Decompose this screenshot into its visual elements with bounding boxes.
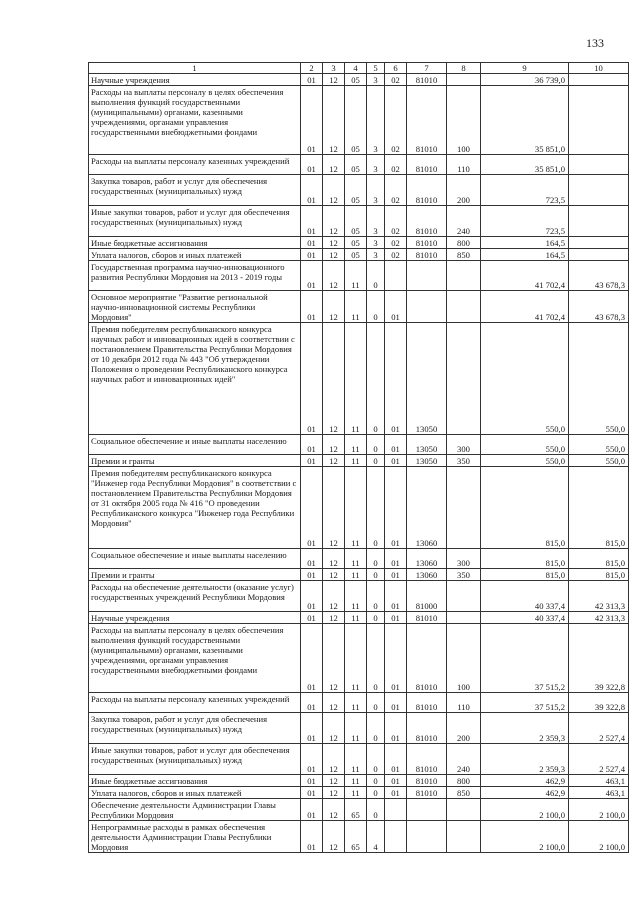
row-cell-8: 300 <box>447 549 481 569</box>
row-cell-8: 300 <box>447 435 481 455</box>
row-cell-7: 81010 <box>407 787 447 799</box>
table-row <box>89 775 629 787</box>
row-cell-4: 11 <box>345 713 367 744</box>
row-cell-10 <box>569 237 629 249</box>
budget-table <box>88 62 629 853</box>
row-cell-10: 2 527,4 <box>569 744 629 775</box>
row-cell-4: 05 <box>345 206 367 237</box>
row-cell-7: 81010 <box>407 612 447 624</box>
row-cell-8: 200 <box>447 175 481 206</box>
row-cell-10: 42 313,3 <box>569 581 629 612</box>
row-cell-5: 4 <box>367 821 385 853</box>
table-row <box>89 455 629 467</box>
row-cell-4: 65 <box>345 821 367 853</box>
row-cell-10: 43 678,3 <box>569 291 629 323</box>
row-cell-5: 3 <box>367 74 385 86</box>
row-name: Премии и гранты <box>89 569 301 581</box>
row-cell-5: 3 <box>367 155 385 175</box>
row-cell-3: 12 <box>323 775 345 787</box>
table-row <box>89 237 629 249</box>
row-cell-9: 462,9 <box>481 787 569 799</box>
row-cell-9: 723,5 <box>481 175 569 206</box>
row-cell-5: 3 <box>367 237 385 249</box>
row-cell-5: 0 <box>367 455 385 467</box>
row-cell-2: 01 <box>301 581 323 612</box>
row-name: Социальное обеспечение и иные выплаты населению <box>89 435 301 455</box>
row-cell-5: 0 <box>367 291 385 323</box>
row-cell-6: 01 <box>385 624 407 693</box>
row-cell-7: 81010 <box>407 775 447 787</box>
row-cell-2: 01 <box>301 291 323 323</box>
row-cell-4: 05 <box>345 74 367 86</box>
row-cell-5: 3 <box>367 249 385 261</box>
row-name: Закупка товаров, работ и услуг для обеспечения государственных (муниципальных) нужд <box>89 713 301 744</box>
table-row <box>89 175 629 206</box>
row-cell-3: 12 <box>323 435 345 455</box>
row-cell-8: 350 <box>447 455 481 467</box>
row-cell-2: 01 <box>301 74 323 86</box>
header-cell: 5 <box>367 63 385 74</box>
row-cell-2: 01 <box>301 86 323 155</box>
row-cell-9: 2 359,3 <box>481 713 569 744</box>
row-cell-4: 05 <box>345 175 367 206</box>
row-cell-5: 0 <box>367 581 385 612</box>
row-cell-3: 12 <box>323 206 345 237</box>
row-cell-6 <box>385 821 407 853</box>
table-row <box>89 744 629 775</box>
row-cell-4: 05 <box>345 237 367 249</box>
row-cell-5: 0 <box>367 713 385 744</box>
row-cell-3: 12 <box>323 455 345 467</box>
row-cell-6: 01 <box>385 467 407 549</box>
row-cell-3: 12 <box>323 86 345 155</box>
table-row <box>89 249 629 261</box>
row-name: Иные закупки товаров, работ и услуг для обеспечения государственных (муниципальных) нужд <box>89 744 301 775</box>
row-cell-8: 800 <box>447 775 481 787</box>
table-row <box>89 581 629 612</box>
row-cell-4: 11 <box>345 549 367 569</box>
row-cell-5: 0 <box>367 549 385 569</box>
page-number: 133 <box>586 36 604 50</box>
row-cell-10: 815,0 <box>569 569 629 581</box>
row-cell-2: 01 <box>301 467 323 549</box>
row-cell-7: 81000 <box>407 581 447 612</box>
row-cell-10: 42 313,3 <box>569 612 629 624</box>
row-cell-3: 12 <box>323 612 345 624</box>
row-cell-2: 01 <box>301 455 323 467</box>
row-cell-6: 01 <box>385 713 407 744</box>
row-cell-3: 12 <box>323 821 345 853</box>
row-cell-8 <box>447 323 481 435</box>
table-row <box>89 787 629 799</box>
table-row <box>89 261 629 291</box>
row-cell-6: 01 <box>385 569 407 581</box>
row-cell-10 <box>569 86 629 155</box>
row-cell-7: 81010 <box>407 206 447 237</box>
row-cell-7: 81010 <box>407 155 447 175</box>
row-cell-10 <box>569 155 629 175</box>
row-cell-4: 05 <box>345 249 367 261</box>
row-cell-9: 2 100,0 <box>481 821 569 853</box>
row-cell-10: 39 322,8 <box>569 624 629 693</box>
row-cell-7: 81010 <box>407 744 447 775</box>
row-cell-10: 2 100,0 <box>569 799 629 821</box>
row-cell-10: 815,0 <box>569 467 629 549</box>
row-cell-10: 815,0 <box>569 549 629 569</box>
row-cell-10: 39 322,8 <box>569 693 629 713</box>
row-cell-5: 0 <box>367 569 385 581</box>
row-cell-3: 12 <box>323 291 345 323</box>
row-cell-2: 01 <box>301 821 323 853</box>
row-cell-3: 12 <box>323 799 345 821</box>
row-name: Уплата налогов, сборов и иных платежей <box>89 249 301 261</box>
row-name: Научные учреждения <box>89 612 301 624</box>
row-cell-3: 12 <box>323 549 345 569</box>
row-cell-8 <box>447 467 481 549</box>
table-row <box>89 74 629 86</box>
row-cell-7: 81010 <box>407 237 447 249</box>
row-name: Расходы на обеспечение деятельности (оказание услуг) государственных учреждений Республики Мордовия <box>89 581 301 612</box>
row-name: Расходы на выплаты персоналу казенных учреждений <box>89 155 301 175</box>
row-cell-8 <box>447 291 481 323</box>
row-cell-9: 41 702,4 <box>481 291 569 323</box>
row-cell-7 <box>407 821 447 853</box>
row-cell-4: 11 <box>345 261 367 291</box>
row-cell-7: 13060 <box>407 569 447 581</box>
row-cell-9: 36 739,0 <box>481 74 569 86</box>
row-cell-5: 3 <box>367 206 385 237</box>
row-cell-4: 05 <box>345 155 367 175</box>
row-cell-4: 11 <box>345 455 367 467</box>
row-cell-9: 164,5 <box>481 237 569 249</box>
table-body <box>89 74 629 853</box>
row-cell-5: 3 <box>367 175 385 206</box>
row-cell-10 <box>569 74 629 86</box>
row-cell-9: 815,0 <box>481 467 569 549</box>
row-cell-7: 81010 <box>407 693 447 713</box>
row-cell-2: 01 <box>301 206 323 237</box>
row-name: Непрограммные расходы в рамках обеспечения деятельности Администрации Главы Республики Мордовия <box>89 821 301 853</box>
row-cell-3: 12 <box>323 581 345 612</box>
row-cell-10 <box>569 175 629 206</box>
table-row <box>89 206 629 237</box>
row-cell-9: 37 515,2 <box>481 624 569 693</box>
header-cell: 9 <box>481 63 569 74</box>
row-cell-7: 81010 <box>407 249 447 261</box>
header-cell: 2 <box>301 63 323 74</box>
row-cell-8 <box>447 261 481 291</box>
row-cell-7 <box>407 291 447 323</box>
row-cell-4: 11 <box>345 435 367 455</box>
row-cell-4: 11 <box>345 467 367 549</box>
row-cell-8 <box>447 581 481 612</box>
row-cell-3: 12 <box>323 693 345 713</box>
row-cell-8: 100 <box>447 624 481 693</box>
row-cell-9: 550,0 <box>481 455 569 467</box>
row-cell-2: 01 <box>301 435 323 455</box>
row-name: Расходы на выплаты персоналу в целях обеспечения выполнения функций государственными (муниципальными) органами, казенными учреждениями, органами управления государственными внебюджетными фондами <box>89 624 301 693</box>
row-cell-2: 01 <box>301 569 323 581</box>
row-cell-7: 13050 <box>407 435 447 455</box>
row-cell-8: 850 <box>447 249 481 261</box>
row-cell-4: 11 <box>345 612 367 624</box>
row-name: Закупка товаров, работ и услуг для обеспечения государственных (муниципальных) нужд <box>89 175 301 206</box>
row-cell-7: 81010 <box>407 86 447 155</box>
row-cell-4: 65 <box>345 799 367 821</box>
row-cell-2: 01 <box>301 175 323 206</box>
row-name: Премия победителям республиканского конкурса научных работ и инновационных идей в соответствии с постановлением Правительства Республики Мордовия от 10 декабря 2012 года № 443 "Об утверждении Положения о проведении Республиканского конкурса научных работ и инновационных идей" <box>89 323 301 435</box>
row-cell-10: 2 527,4 <box>569 713 629 744</box>
row-cell-8: 240 <box>447 206 481 237</box>
header-cell: 7 <box>407 63 447 74</box>
table-row <box>89 569 629 581</box>
table-row <box>89 624 629 693</box>
row-cell-6: 02 <box>385 86 407 155</box>
row-name: Государственная программа научно-инновационного развития Республики Мордовия на 2013 - 2019 годы <box>89 261 301 291</box>
header-cell: 6 <box>385 63 407 74</box>
row-cell-7: 13050 <box>407 455 447 467</box>
row-cell-3: 12 <box>323 744 345 775</box>
row-cell-5: 0 <box>367 612 385 624</box>
row-cell-6: 01 <box>385 581 407 612</box>
row-cell-2: 01 <box>301 155 323 175</box>
row-name: Уплата налогов, сборов и иных платежей <box>89 787 301 799</box>
row-cell-10: 550,0 <box>569 435 629 455</box>
row-cell-6: 02 <box>385 74 407 86</box>
row-cell-10: 550,0 <box>569 455 629 467</box>
row-cell-10: 550,0 <box>569 323 629 435</box>
row-cell-7 <box>407 799 447 821</box>
row-cell-2: 01 <box>301 612 323 624</box>
row-cell-8: 800 <box>447 237 481 249</box>
table-row <box>89 435 629 455</box>
row-cell-6: 01 <box>385 693 407 713</box>
header-cell: 4 <box>345 63 367 74</box>
row-name: Иные бюджетные ассигнования <box>89 775 301 787</box>
row-cell-5: 0 <box>367 261 385 291</box>
row-cell-6: 01 <box>385 291 407 323</box>
header-cell: 8 <box>447 63 481 74</box>
row-cell-6: 01 <box>385 744 407 775</box>
row-cell-9: 37 515,2 <box>481 693 569 713</box>
row-cell-8: 100 <box>447 86 481 155</box>
row-cell-2: 01 <box>301 799 323 821</box>
row-cell-2: 01 <box>301 744 323 775</box>
row-cell-9: 40 337,4 <box>481 612 569 624</box>
row-cell-3: 12 <box>323 155 345 175</box>
table-row <box>89 155 629 175</box>
row-cell-5: 0 <box>367 323 385 435</box>
row-cell-2: 01 <box>301 775 323 787</box>
row-cell-9: 550,0 <box>481 435 569 455</box>
row-cell-6: 02 <box>385 175 407 206</box>
row-cell-8: 200 <box>447 713 481 744</box>
row-cell-8: 110 <box>447 155 481 175</box>
row-cell-3: 12 <box>323 713 345 744</box>
row-cell-9: 35 851,0 <box>481 155 569 175</box>
row-cell-2: 01 <box>301 713 323 744</box>
row-cell-5: 3 <box>367 86 385 155</box>
row-cell-9: 2 359,3 <box>481 744 569 775</box>
row-cell-2: 01 <box>301 249 323 261</box>
row-cell-7 <box>407 261 447 291</box>
row-cell-7: 81010 <box>407 74 447 86</box>
row-cell-8 <box>447 821 481 853</box>
row-cell-2: 01 <box>301 549 323 569</box>
row-cell-3: 12 <box>323 569 345 581</box>
row-cell-10: 463,1 <box>569 787 629 799</box>
row-cell-3: 12 <box>323 624 345 693</box>
header-cell: 10 <box>569 63 629 74</box>
row-cell-10: 2 100,0 <box>569 821 629 853</box>
row-cell-5: 0 <box>367 435 385 455</box>
row-cell-8: 350 <box>447 569 481 581</box>
row-cell-8: 110 <box>447 693 481 713</box>
row-cell-3: 12 <box>323 237 345 249</box>
row-cell-9: 40 337,4 <box>481 581 569 612</box>
row-cell-4: 11 <box>345 581 367 612</box>
row-cell-9: 164,5 <box>481 249 569 261</box>
row-cell-4: 11 <box>345 569 367 581</box>
row-name: Расходы на выплаты персоналу казенных учреждений <box>89 693 301 713</box>
row-cell-6: 01 <box>385 787 407 799</box>
row-cell-4: 05 <box>345 86 367 155</box>
row-cell-3: 12 <box>323 787 345 799</box>
row-cell-9: 35 851,0 <box>481 86 569 155</box>
row-cell-9: 550,0 <box>481 323 569 435</box>
row-cell-3: 12 <box>323 249 345 261</box>
row-cell-2: 01 <box>301 693 323 713</box>
row-cell-5: 0 <box>367 799 385 821</box>
table-row <box>89 291 629 323</box>
row-cell-2: 01 <box>301 624 323 693</box>
row-cell-8 <box>447 74 481 86</box>
row-cell-5: 0 <box>367 744 385 775</box>
row-cell-9: 815,0 <box>481 569 569 581</box>
row-name: Премия победителям республиканского конкурса "Инженер года Республики Мордовия" в соответствии с постановлением Правительства Республики Мордовия от 31 октября 2005 года № 416 "О проведении Республиканского конкурса "Инженер года Республики Мордовия" <box>89 467 301 549</box>
row-cell-9: 462,9 <box>481 775 569 787</box>
header-cell: 1 <box>89 63 301 74</box>
row-cell-4: 11 <box>345 624 367 693</box>
header-cell: 3 <box>323 63 345 74</box>
row-cell-2: 01 <box>301 261 323 291</box>
table-row <box>89 612 629 624</box>
row-cell-4: 11 <box>345 787 367 799</box>
row-cell-4: 11 <box>345 775 367 787</box>
row-name: Расходы на выплаты персоналу в целях обеспечения выполнения функций государственными (муниципальными) органами, казенными учреждениями, органами управления государственными внебюджетными фондами <box>89 86 301 155</box>
row-name: Иные закупки товаров, работ и услуг для обеспечения государственных (муниципальных) нужд <box>89 206 301 237</box>
row-cell-5: 0 <box>367 693 385 713</box>
row-cell-10 <box>569 206 629 237</box>
row-cell-7: 81010 <box>407 624 447 693</box>
header-row <box>89 63 629 74</box>
row-cell-9: 723,5 <box>481 206 569 237</box>
row-cell-9: 41 702,4 <box>481 261 569 291</box>
row-cell-7: 13050 <box>407 323 447 435</box>
row-cell-4: 11 <box>345 323 367 435</box>
row-name: Научные учреждения <box>89 74 301 86</box>
table-row <box>89 821 629 853</box>
row-cell-6: 01 <box>385 323 407 435</box>
row-cell-5: 0 <box>367 467 385 549</box>
row-cell-2: 01 <box>301 323 323 435</box>
row-cell-9: 2 100,0 <box>481 799 569 821</box>
row-name: Социальное обеспечение и иные выплаты населению <box>89 549 301 569</box>
table-row <box>89 86 629 155</box>
table-row <box>89 799 629 821</box>
row-cell-6: 01 <box>385 775 407 787</box>
row-cell-3: 12 <box>323 175 345 206</box>
row-cell-2: 01 <box>301 787 323 799</box>
row-cell-3: 12 <box>323 261 345 291</box>
row-name: Обеспечение деятельности Администрации Главы Республики Мордовия <box>89 799 301 821</box>
row-cell-7: 81010 <box>407 175 447 206</box>
row-cell-3: 12 <box>323 467 345 549</box>
row-cell-6: 01 <box>385 435 407 455</box>
row-cell-7: 13060 <box>407 549 447 569</box>
row-cell-8: 240 <box>447 744 481 775</box>
row-cell-6: 01 <box>385 549 407 569</box>
row-cell-4: 11 <box>345 693 367 713</box>
row-cell-4: 11 <box>345 744 367 775</box>
row-cell-10 <box>569 249 629 261</box>
row-cell-7: 13060 <box>407 467 447 549</box>
row-cell-5: 0 <box>367 787 385 799</box>
row-name: Премии и гранты <box>89 455 301 467</box>
row-cell-6: 01 <box>385 455 407 467</box>
row-cell-8 <box>447 799 481 821</box>
row-name: Иные бюджетные ассигнования <box>89 237 301 249</box>
row-cell-10: 43 678,3 <box>569 261 629 291</box>
table-row <box>89 323 629 435</box>
row-cell-7: 81010 <box>407 713 447 744</box>
row-name: Основное мероприятие "Развитие региональной научно-инновационной системы Республики Мордовия" <box>89 291 301 323</box>
row-cell-6 <box>385 799 407 821</box>
row-cell-9: 815,0 <box>481 549 569 569</box>
table-row <box>89 713 629 744</box>
row-cell-6: 02 <box>385 155 407 175</box>
table-row <box>89 549 629 569</box>
row-cell-5: 0 <box>367 624 385 693</box>
row-cell-3: 12 <box>323 74 345 86</box>
row-cell-6: 02 <box>385 249 407 261</box>
row-cell-3: 12 <box>323 323 345 435</box>
row-cell-5: 0 <box>367 775 385 787</box>
row-cell-2: 01 <box>301 237 323 249</box>
row-cell-6: 02 <box>385 206 407 237</box>
table-row <box>89 467 629 549</box>
row-cell-4: 11 <box>345 291 367 323</box>
row-cell-10: 463,1 <box>569 775 629 787</box>
row-cell-6: 02 <box>385 237 407 249</box>
row-cell-8: 850 <box>447 787 481 799</box>
row-cell-6: 01 <box>385 612 407 624</box>
row-cell-6 <box>385 261 407 291</box>
table-row <box>89 693 629 713</box>
row-cell-8 <box>447 612 481 624</box>
